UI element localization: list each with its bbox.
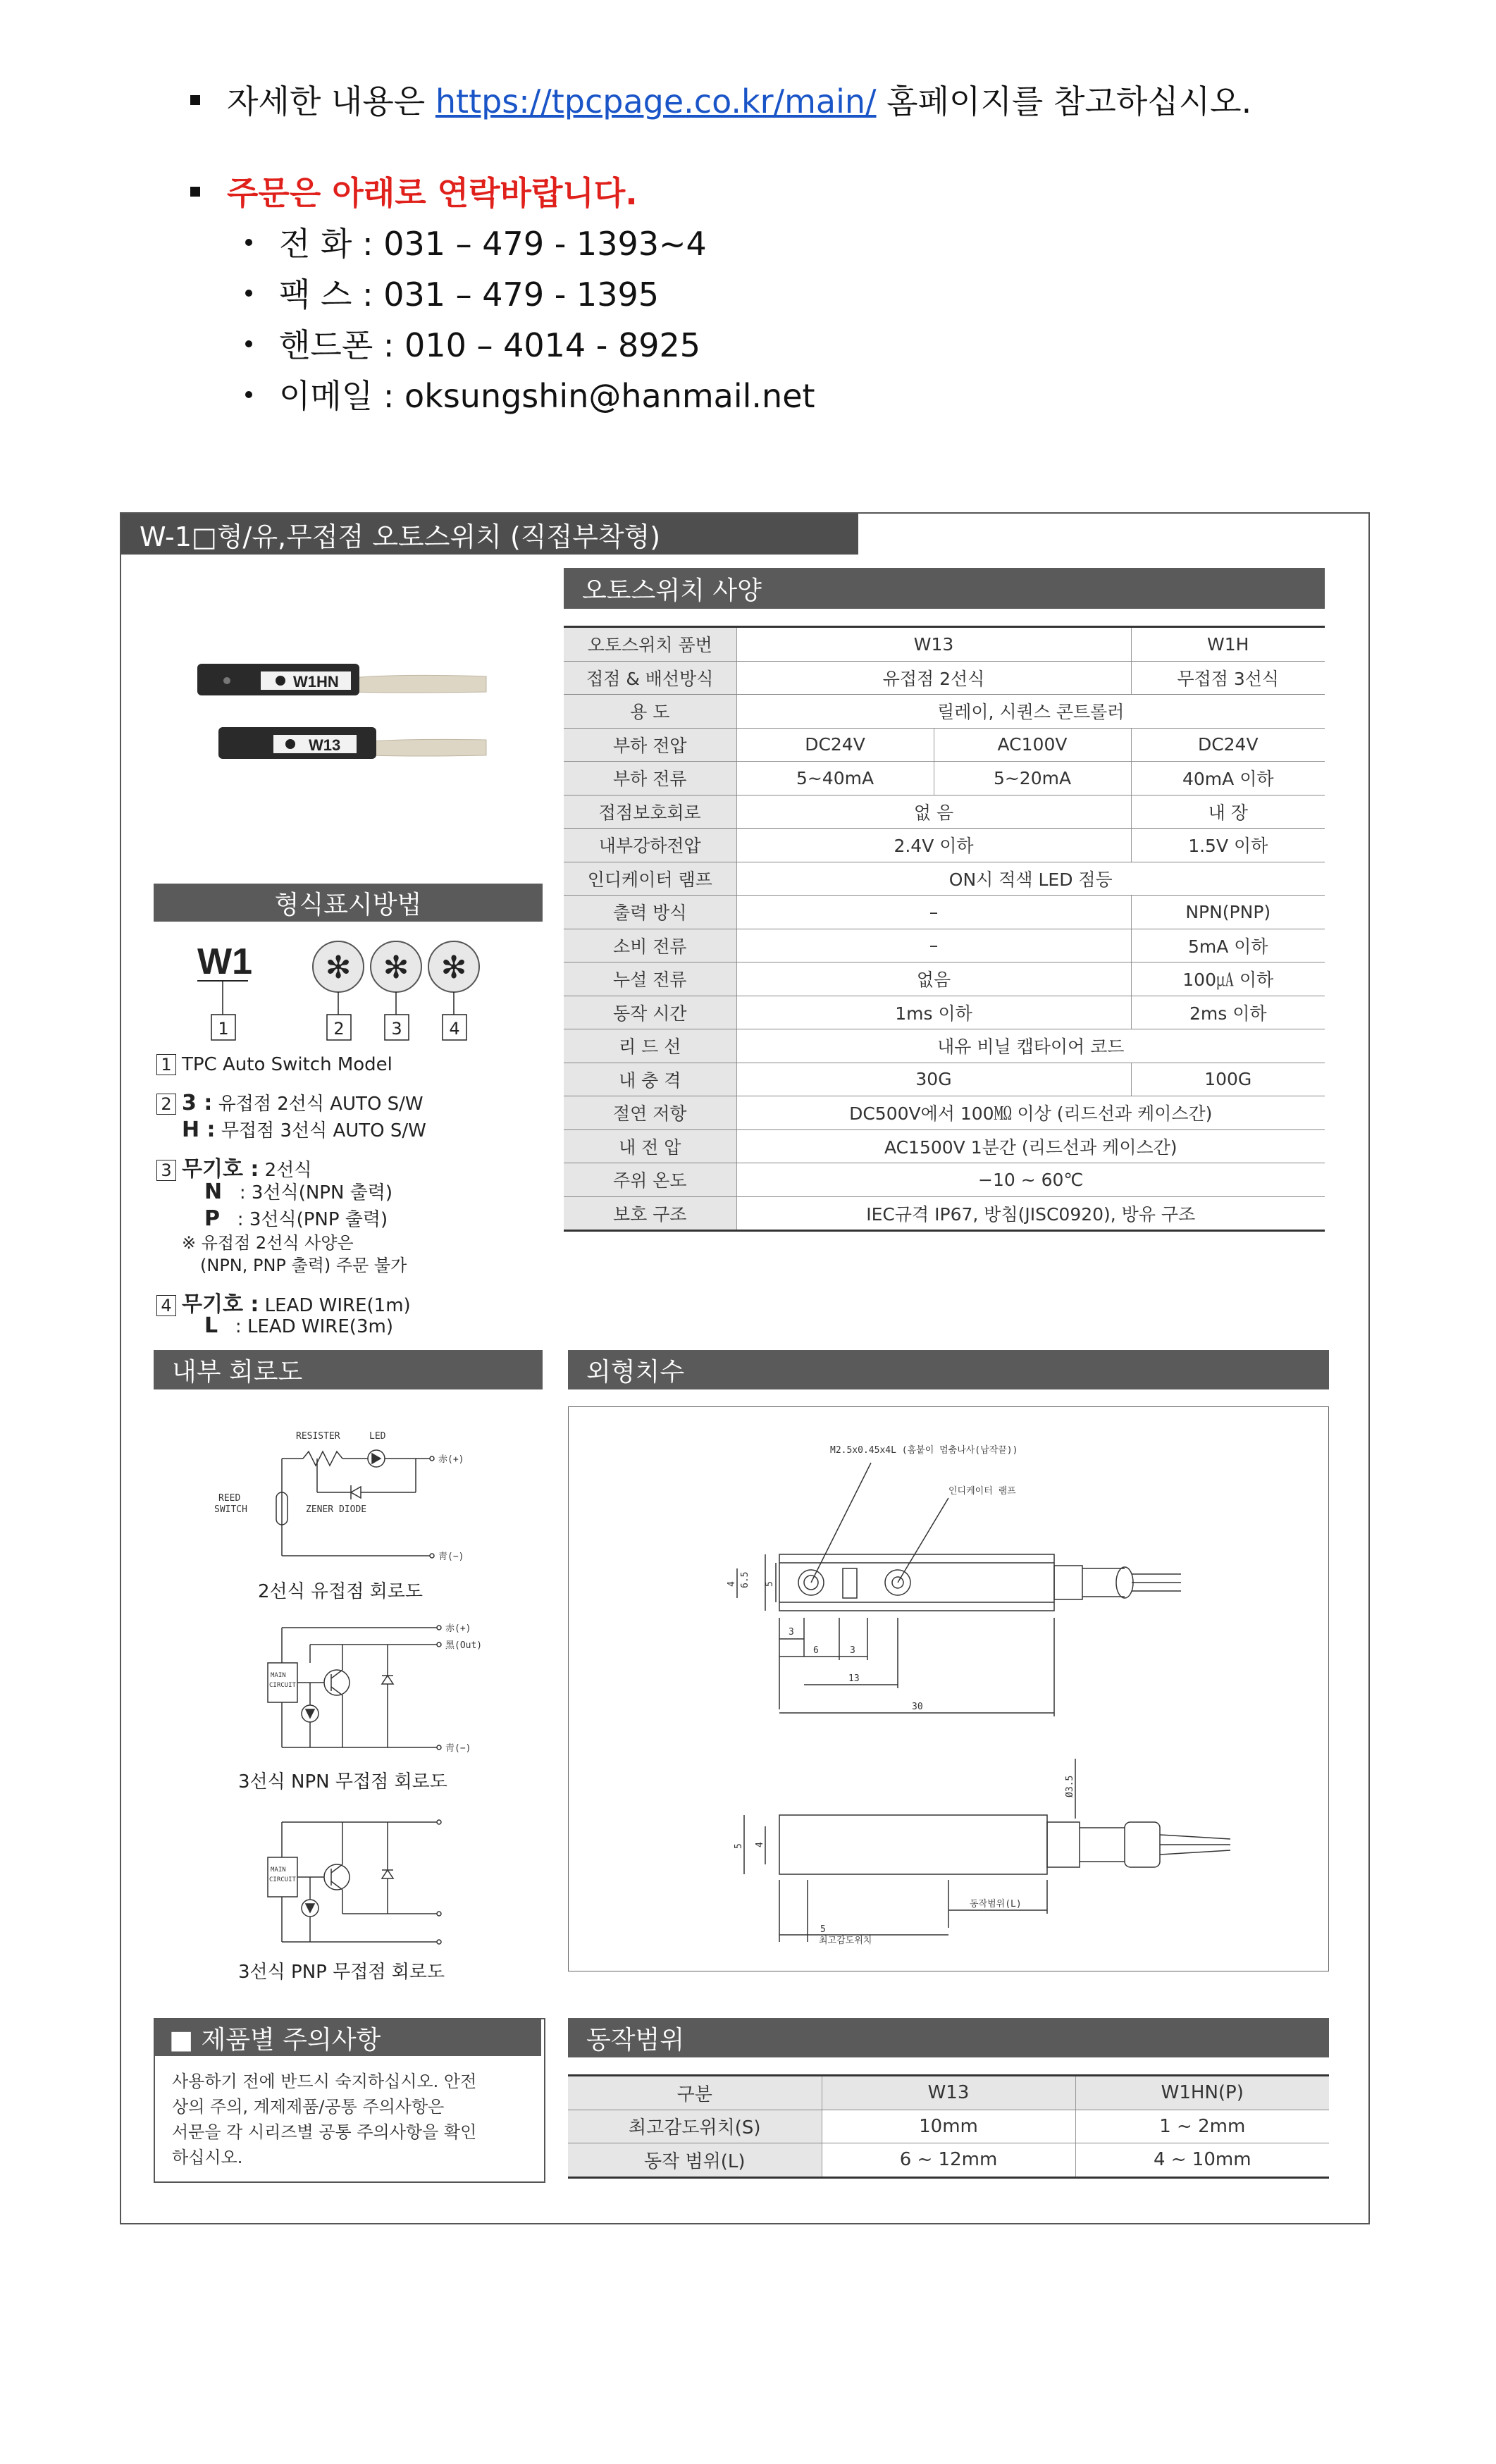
type-item-3-note2	[200, 1251, 407, 1276]
type-item-key: 무기호 :	[182, 1157, 259, 1182]
type-item-key: N	[204, 1180, 223, 1204]
star-icon: ✻	[325, 950, 352, 986]
spec-table	[564, 626, 1325, 1232]
bullet-dot-icon	[245, 391, 252, 398]
spec-label: 접점 & 배선방식	[564, 661, 736, 695]
red-plus-label: 赤(+)	[438, 1454, 464, 1465]
type-item-text: : 3선식(NPN 출력)	[239, 1182, 393, 1203]
dim-label: Ø3.5	[1065, 1775, 1075, 1797]
order-heading-line	[190, 168, 638, 214]
main-label: MAIN	[271, 1866, 286, 1874]
type-item-4l	[204, 1313, 393, 1338]
type-code: W1	[197, 941, 252, 982]
spec-header-text: 오토스위치 사양	[582, 576, 762, 605]
w1hn-label: W1HN	[293, 673, 339, 691]
spec-row	[564, 929, 1325, 962]
type-num: 4	[449, 1019, 460, 1039]
circuit-header	[154, 1350, 543, 1389]
spec-label: 인디케이터 램프	[564, 862, 736, 896]
spec-cell: −10 ~ 60℃	[736, 1163, 1325, 1197]
bullet-dot-icon	[245, 239, 252, 246]
spec-cell: 내 장	[1131, 795, 1325, 829]
bullet-square-icon	[190, 95, 200, 105]
spec-row	[564, 661, 1325, 695]
spec-cell: 유접점 2선식	[736, 661, 1131, 695]
dim-label: 6	[813, 1645, 819, 1656]
spec-label: 보호 구조	[564, 1196, 736, 1231]
contact-fax	[245, 269, 659, 316]
spec-cell: –	[736, 929, 1131, 962]
range-cell: 4 ~ 10mm	[1075, 2143, 1329, 2178]
spec-label: 내부강하전압	[564, 829, 736, 862]
spec-row	[564, 1129, 1325, 1163]
caution-header-text: ■ 제품별 주의사항	[169, 2025, 381, 2055]
dim-label: 13	[848, 1673, 860, 1684]
range-table	[568, 2074, 1329, 2179]
type-item-num: 2	[156, 1094, 176, 1115]
caption-text: 3선식 NPN 무접점 회로도	[238, 1771, 447, 1793]
spec-label: 내 전 압	[564, 1129, 736, 1163]
range-header-text: 동작범위	[586, 2025, 685, 2055]
caution-line: 하십시오.	[172, 2148, 243, 2167]
spec-label: 오토스위치 품번	[564, 627, 736, 662]
range-cell: 6 ~ 12mm	[822, 2143, 1075, 2178]
circuit-label: CIRCUIT	[269, 1682, 296, 1689]
spec-row	[564, 1196, 1325, 1231]
spec-cell: 2.4V 이하	[736, 829, 1131, 862]
main-label: MAIN	[271, 1672, 286, 1679]
caption-text: 2선식 유접점 회로도	[258, 1581, 423, 1602]
bullet-dot-icon	[245, 340, 252, 347]
range-cell: W1HN(P)	[1075, 2076, 1329, 2110]
type-num: 3	[391, 1019, 402, 1039]
spec-label: 동작 시간	[564, 996, 736, 1029]
blue-minus-label: 靑(−)	[445, 1743, 471, 1754]
spec-row	[564, 728, 1325, 762]
w13-label: W13	[309, 736, 341, 754]
spec-cell: 무접점 3선식	[1131, 661, 1325, 695]
dim-label: 6.5	[740, 1571, 750, 1588]
spec-label: 내 충 격	[564, 1063, 736, 1096]
dim-label: 5	[734, 1843, 744, 1849]
range-row	[568, 2143, 1329, 2178]
spec-row	[564, 962, 1325, 996]
dim-label: 30	[912, 1702, 923, 1712]
spec-cell: 없음	[736, 962, 1131, 996]
spec-cell: 2ms 이하	[1131, 996, 1325, 1029]
type-num: 1	[218, 1019, 229, 1039]
type-item-key: P	[204, 1206, 220, 1231]
spec-row	[564, 1096, 1325, 1130]
dim-label: 3	[850, 1645, 855, 1656]
type-item-text: : 3선식(PNP 출력)	[237, 1209, 388, 1230]
contact-email	[245, 371, 815, 417]
order-heading: 주문은 아래로 연락바랍니다.	[227, 174, 638, 212]
spec-cell: 100㎂ 이하	[1131, 962, 1325, 996]
type-item-num: 3	[156, 1160, 176, 1181]
dimension-header-text: 외형치수	[586, 1357, 685, 1387]
caution-line: 사용하기 전에 반드시 숙지하십시오. 안전	[172, 2072, 477, 2091]
black-out-label: 黑(Out)	[445, 1640, 483, 1651]
range-row	[568, 2110, 1329, 2143]
spec-label: 절연 저항	[564, 1096, 736, 1130]
spec-label: 주위 온도	[564, 1163, 736, 1197]
contact-mobile	[245, 320, 700, 366]
op-range-label: 동작범위(L)	[970, 1899, 1022, 1909]
spec-row	[564, 1063, 1325, 1096]
type-header	[154, 884, 543, 922]
dim-label: 4	[755, 1842, 765, 1847]
spec-cell: 없 음	[736, 795, 1131, 829]
spec-cell: W13	[736, 627, 1131, 662]
circuit-header-text: 내부 회로도	[172, 1357, 303, 1387]
spec-cell: 5mA 이하	[1131, 929, 1325, 962]
resister-label: RESISTER	[296, 1431, 340, 1442]
dim-label: 5	[820, 1924, 826, 1935]
spec-cell: –	[736, 896, 1131, 929]
screw-note: M2.5x0.45x4L (홈붙이 멈춤나사(납작끝))	[830, 1445, 1018, 1456]
intro-line	[190, 76, 1251, 123]
caution-text	[172, 2069, 476, 2170]
spec-row	[564, 862, 1325, 896]
led-label: LED	[369, 1431, 386, 1442]
intro-post: 홈페이지를 참고하십시오.	[876, 82, 1252, 120]
type-item-num: 1	[156, 1054, 176, 1075]
spec-row	[564, 829, 1325, 862]
circuit-pnp-caption	[238, 1957, 445, 1983]
type-item-key: L	[204, 1313, 218, 1338]
spec-cell: DC24V	[1131, 728, 1325, 762]
contact-phone	[245, 218, 707, 265]
contact-fax-text: 팩 스 : 031 – 479 - 1395	[279, 276, 659, 314]
intro-pre: 자세한 내용은	[227, 82, 435, 120]
spec-cell: 5~20mA	[934, 762, 1131, 795]
spec-cell: NPN(PNP)	[1131, 896, 1325, 929]
type-item-key: 무기호 :	[182, 1292, 259, 1317]
product-photo	[190, 634, 521, 796]
homepage-link[interactable]: https://tpcpage.co.kr/main/	[435, 82, 877, 120]
caution-line: 서문을 각 시리즈별 공통 주의사항을 확인	[172, 2122, 477, 2142]
range-cell: 동작 범위(L)	[568, 2143, 822, 2178]
bullet-square-icon	[190, 187, 200, 197]
spec-label: 리 드 선	[564, 1029, 736, 1063]
spec-row	[564, 762, 1325, 795]
range-row	[568, 2076, 1329, 2110]
circuit-2wire-diagram	[204, 1422, 500, 1577]
circuit-label: CIRCUIT	[269, 1876, 296, 1883]
spec-row	[564, 1163, 1325, 1197]
zener-label: ZENER DIODE	[306, 1504, 367, 1515]
spec-row	[564, 896, 1325, 929]
spec-cell: 100G	[1131, 1063, 1325, 1096]
type-item-2	[156, 1089, 424, 1115]
contact-phone-text: 전 화 : 031 – 479 - 1393~4	[279, 225, 707, 263]
type-num: 2	[333, 1019, 345, 1039]
circuit-npn-diagram	[261, 1614, 500, 1754]
spec-label: 부하 전류	[564, 762, 736, 795]
spec-cell: DC24V	[736, 728, 934, 762]
type-item-3-note1	[182, 1229, 354, 1253]
type-item-text: LEAD WIRE(1m)	[264, 1295, 411, 1316]
range-cell: 구분	[568, 2076, 822, 2110]
contact-email-text: 이메일 : oksungshin@hanmail.net	[279, 377, 815, 415]
range-cell: W13	[822, 2076, 1075, 2110]
type-item-1	[156, 1054, 392, 1075]
red-plus-label: 赤(+)	[445, 1623, 471, 1634]
spec-cell: 1ms 이하	[736, 996, 1131, 1029]
spec-cell: W1H	[1131, 627, 1325, 662]
spec-cell: ON시 적색 LED 점등	[736, 862, 1325, 896]
spec-cell: 1.5V 이하	[1131, 829, 1325, 862]
blue-minus-label: 靑(−)	[438, 1552, 464, 1562]
type-note-text: (NPN, PNP 출력) 주문 불가	[200, 1256, 407, 1275]
spec-label: 용 도	[564, 695, 736, 729]
spec-row	[564, 795, 1325, 829]
type-item-text: : LEAD WIRE(3m)	[235, 1316, 393, 1337]
spec-cell: 5~40mA	[736, 762, 934, 795]
dim-label: 4	[727, 1581, 737, 1587]
spec-cell: 40mA 이하	[1131, 762, 1325, 795]
type-item-text: TPC Auto Switch Model	[182, 1054, 392, 1075]
max-sens-label: 최고감도위치	[819, 1936, 872, 1946]
reed-label: REED	[218, 1493, 241, 1504]
spec-row	[564, 695, 1325, 729]
spec-header	[564, 568, 1325, 609]
star-icon: ✻	[440, 950, 467, 986]
catalog-title-text: W-1□형/유,무접점 오토스위치 (직접부착형)	[140, 521, 661, 552]
spec-cell: IEC규격 IP67, 방침(JISC0920), 방유 구조	[736, 1196, 1325, 1231]
type-item-3n	[204, 1178, 392, 1204]
indicator-note: 인디케이터 램프	[948, 1486, 1016, 1497]
type-item-text: 2선식	[264, 1160, 312, 1181]
range-cell: 10mm	[822, 2110, 1075, 2143]
spec-label: 접점보호회로	[564, 795, 736, 829]
circuit-npn-caption	[238, 1767, 447, 1793]
spec-cell: 내유 비닐 캡타이어 코드	[736, 1029, 1325, 1063]
switch-label: SWITCH	[214, 1504, 247, 1515]
caption-text: 3선식 PNP 무접점 회로도	[238, 1962, 445, 1983]
dim-label: 5	[765, 1581, 775, 1587]
spec-cell: AC1500V 1분간 (리드선과 케이스간)	[736, 1129, 1325, 1163]
range-cell: 최고감도위치(S)	[568, 2110, 822, 2143]
spec-label: 출력 방식	[564, 896, 736, 929]
caution-header	[155, 2019, 541, 2056]
star-icon: ✻	[383, 950, 409, 986]
type-item-2b	[182, 1116, 426, 1142]
dimension-header	[568, 1350, 1329, 1389]
spec-label: 소비 전류	[564, 929, 736, 962]
type-note-text: ※ 유접점 2선식 사양은	[182, 1233, 354, 1253]
type-code-diagram	[190, 937, 500, 1050]
type-header-text: 형식표시방법	[274, 890, 422, 920]
spec-cell: DC500V에서 100㏁ 이상 (리드선과 케이스간)	[736, 1096, 1325, 1130]
type-item-text: 유접점 2선식 AUTO S/W	[218, 1094, 424, 1115]
bullet-dot-icon	[245, 290, 252, 297]
type-item-key: 3 :	[182, 1091, 213, 1115]
range-header	[568, 2018, 1329, 2057]
spec-label: 부하 전압	[564, 728, 736, 762]
range-cell: 1 ~ 2mm	[1075, 2110, 1329, 2143]
spec-cell: 릴레이, 시퀀스 콘트롤러	[736, 695, 1325, 729]
type-item-key: H :	[182, 1118, 216, 1142]
dimension-drawing	[568, 1406, 1328, 1970]
spec-row	[564, 627, 1325, 662]
type-item-text: 무접점 3선식 AUTO S/W	[221, 1120, 426, 1141]
type-item-num: 4	[156, 1295, 176, 1316]
type-item-3p	[204, 1205, 388, 1231]
spec-row	[564, 996, 1325, 1029]
catalog-title	[121, 514, 858, 555]
circuit-2wire-caption	[258, 1577, 423, 1603]
spec-cell: 30G	[736, 1063, 1131, 1096]
spec-row	[564, 1029, 1325, 1063]
circuit-pnp-diagram	[261, 1808, 472, 1949]
dim-label: 3	[789, 1627, 794, 1637]
spec-label: 누설 전류	[564, 962, 736, 996]
contact-mobile-text: 핸드폰 : 010 – 4014 - 8925	[279, 326, 701, 364]
spec-cell: AC100V	[934, 728, 1131, 762]
caution-line: 상의 주의, 계제제품/공통 주의사항은	[172, 2097, 445, 2117]
